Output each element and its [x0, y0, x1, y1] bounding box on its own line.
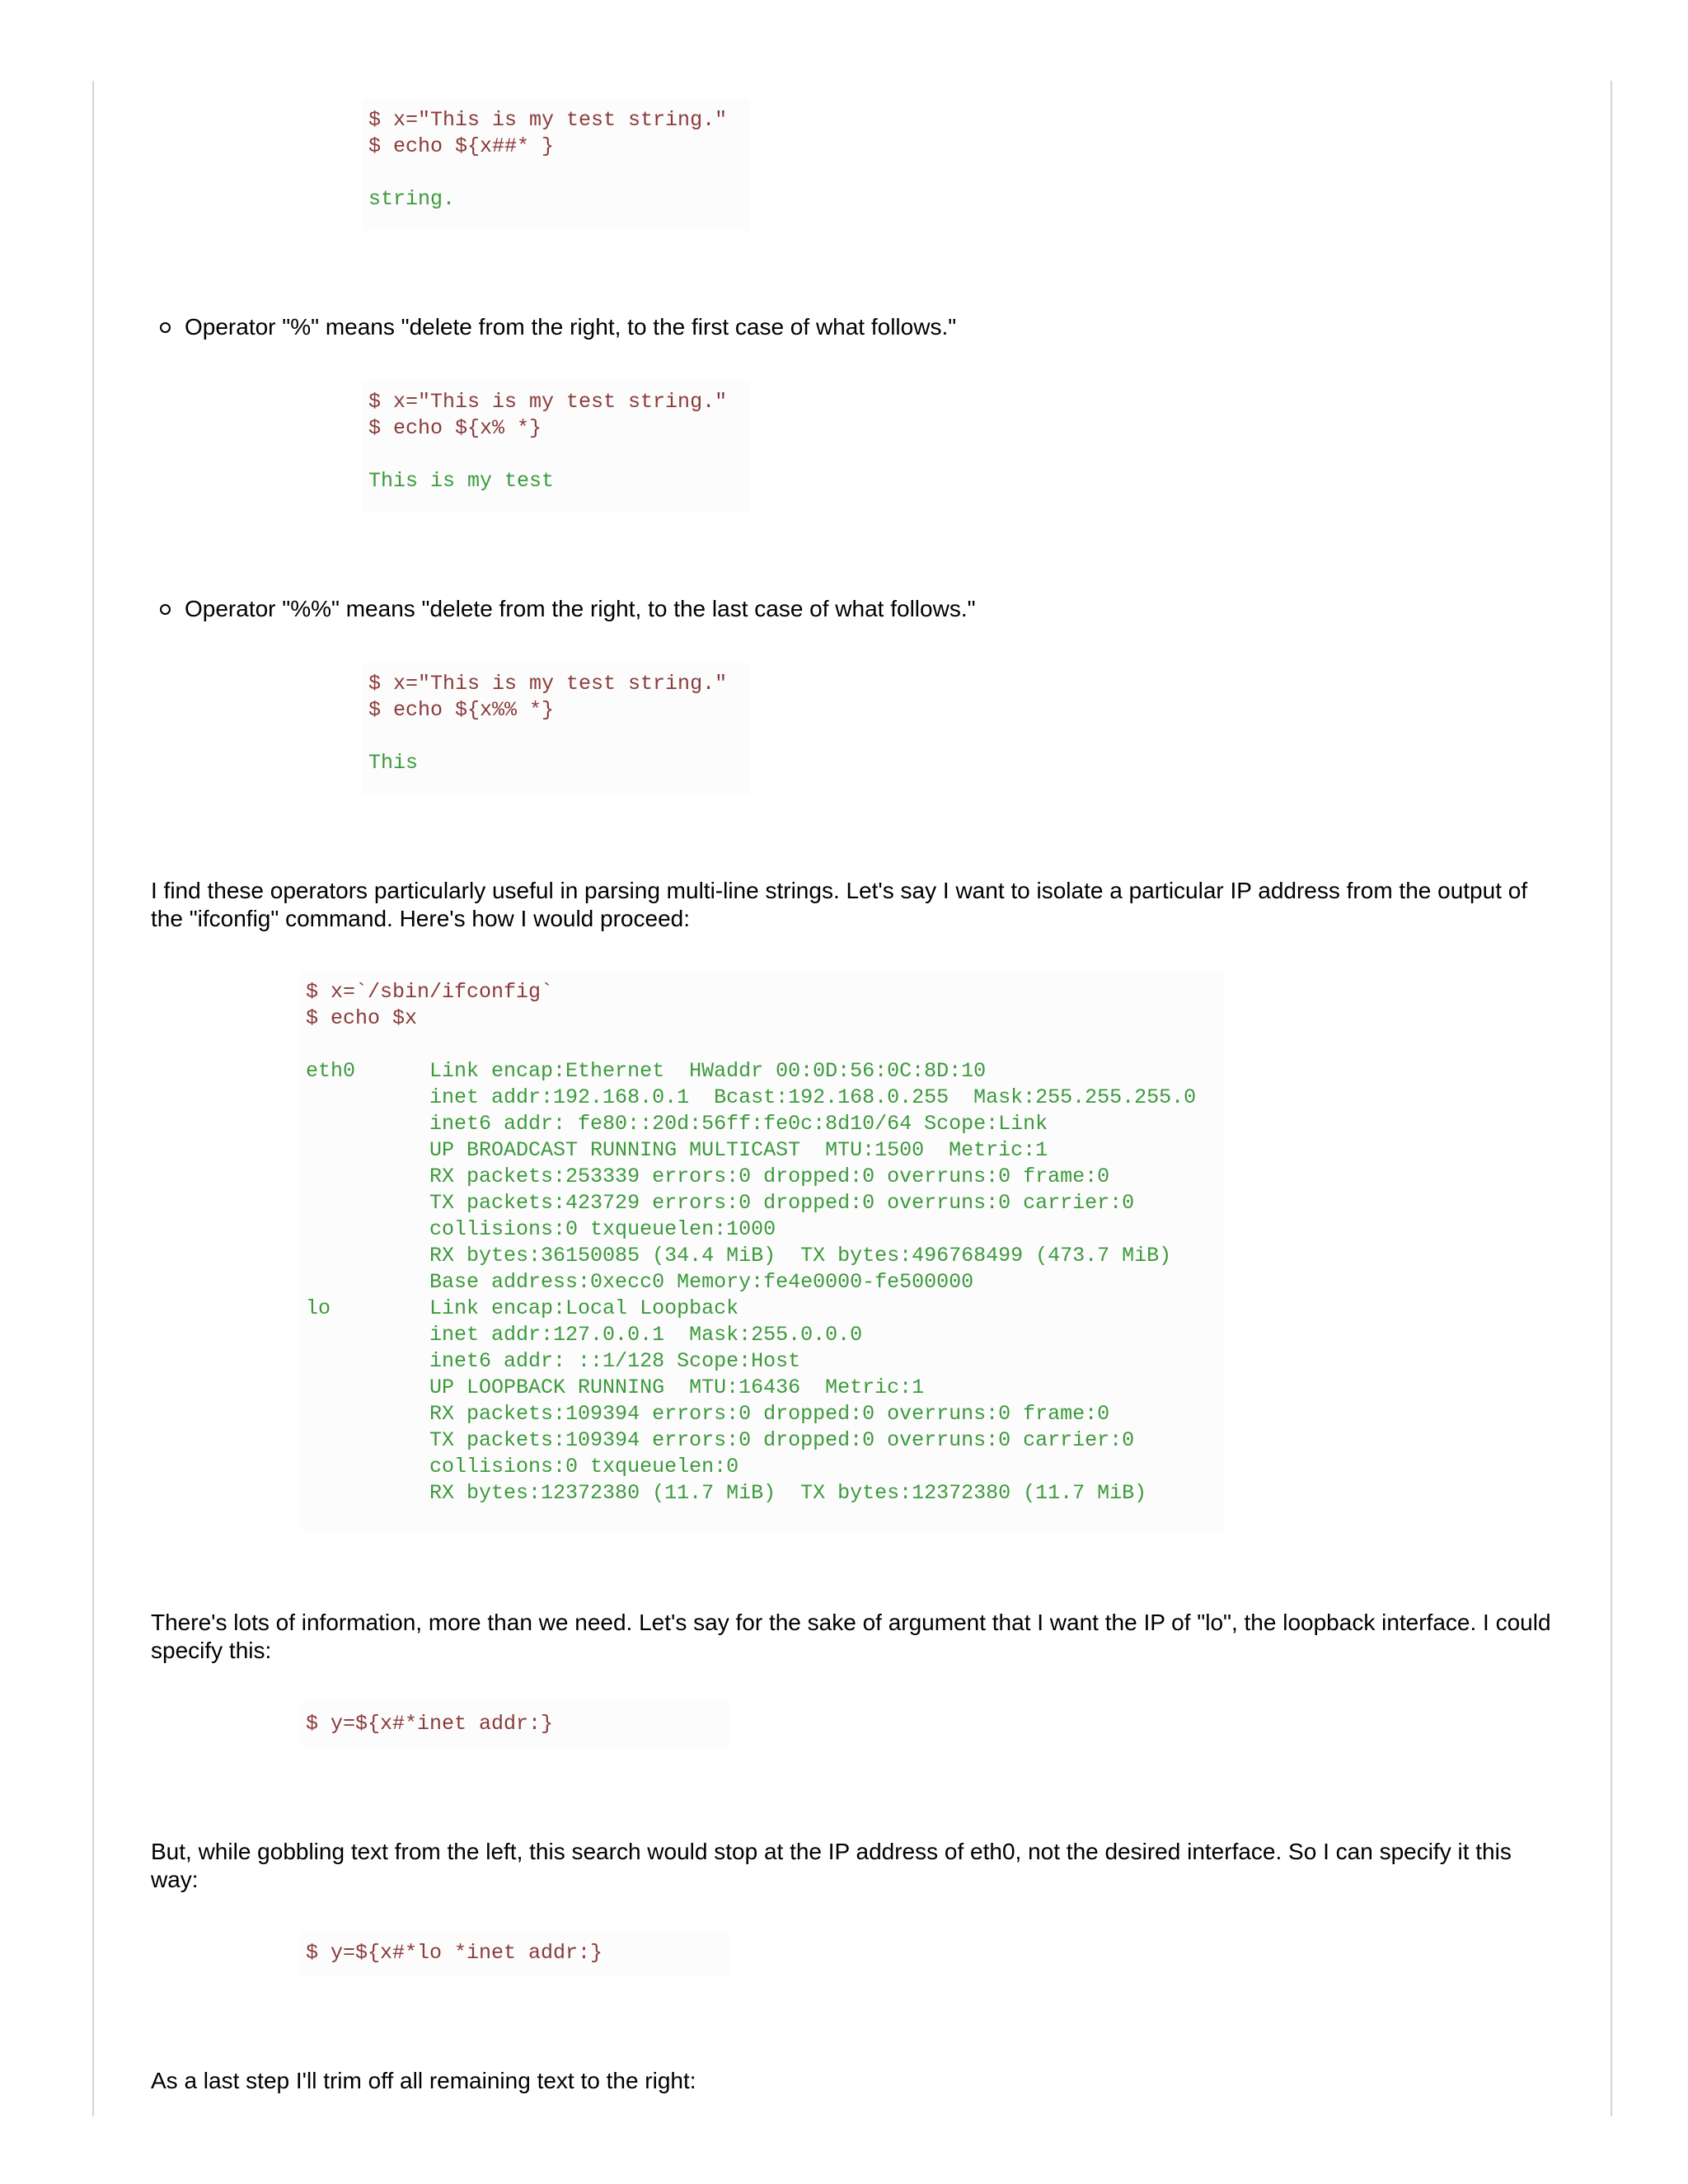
code-command-line: $ x="This is my test string."	[368, 108, 728, 132]
code-output-line: lo Link encap:Local Loopback	[306, 1296, 739, 1320]
code-output-line: inet6 addr: ::1/128 Scope:Host	[306, 1349, 801, 1373]
code-command-line: $ x="This is my test string."	[368, 390, 728, 414]
code-command-line: $ x="This is my test string."	[368, 672, 728, 696]
code-command-line: $ y=${x#*lo *inet addr:}	[306, 1941, 603, 1965]
code-output-line: inet addr:192.168.0.1 Bcast:192.168.0.255 Mask:255.255.255.0	[306, 1085, 1197, 1109]
code-output-line: UP BROADCAST RUNNING MULTICAST MTU:1500 Metric:1	[306, 1138, 1048, 1162]
bullet-item-percent	[185, 313, 956, 341]
bullet-text: Operator "%%" means "delete from the right, to the last case of what follows."	[185, 596, 976, 621]
code-block-2	[368, 389, 727, 494]
code-output-line: RX packets:253339 errors:0 dropped:0 overruns:0 frame:0	[306, 1165, 1110, 1188]
code-output-line: TX packets:423729 errors:0 dropped:0 overruns:0 carrier:0	[306, 1191, 1135, 1215]
code-output-line: eth0 Link encap:Ethernet HWaddr 00:0D:56:0C:8D:10	[306, 1059, 987, 1083]
code-command-line: $ echo $x	[306, 1006, 418, 1030]
bullet-text: Operator "%" means "delete from the right, to the first case of what follows."	[185, 314, 957, 340]
code-output-line: Base address:0xecc0 Memory:fe4e0000-fe500000	[306, 1270, 974, 1294]
bullet-circle-icon	[160, 322, 171, 333]
code-output-line: This is my test	[368, 469, 555, 493]
code-output-line: inet addr:127.0.0.1 Mask:255.0.0.0	[306, 1323, 863, 1347]
code-command-line: $ echo ${x##* }	[368, 134, 555, 158]
code-command-line: $ echo ${x% *}	[368, 416, 542, 440]
code-command-line: $ x=`/sbin/ifconfig`	[306, 980, 554, 1004]
code-block-6	[306, 1940, 603, 1966]
code-output-line: inet6 addr: fe80::20d:56ff:fe0c:8d10/64 Scope:Link	[306, 1112, 1048, 1136]
code-output-line: RX packets:109394 errors:0 dropped:0 overruns:0 frame:0	[306, 1402, 1110, 1426]
paragraph-ifconfig: I find these operators particularly useful in parsing multi-line strings. Let's say I want to isolate a particular IP address from the output of the "ifconfig" command. Here's how I would proceed:	[151, 878, 1528, 931]
code-block-1	[368, 107, 727, 213]
bullet-item-double-percent	[185, 595, 976, 623]
code-block-4	[306, 979, 1196, 1507]
paragraph-last-step: As a last step I'll trim off all remaining text to the right:	[151, 2068, 696, 2093]
code-block-3	[368, 671, 727, 776]
code-output-line: collisions:0 txqueuelen:0	[306, 1455, 739, 1479]
code-output-line: RX bytes:36150085 (34.4 MiB) TX bytes:496768499 (473.7 MiB)	[306, 1244, 1172, 1268]
code-output-line: This	[368, 751, 419, 775]
code-output-line: collisions:0 txqueuelen:1000	[306, 1217, 776, 1241]
paragraph-lots-of-information: There's lots of information, more than we need. Let's say for the sake of argument that I want the IP of "lo", the loopback interface. I could specify this:	[151, 1610, 1551, 1663]
code-output-line: TX packets:109394 errors:0 dropped:0 overruns:0 carrier:0	[306, 1428, 1135, 1452]
paragraph-gobbling: But, while gobbling text from the left, this search would stop at the IP address of eth0, not the desired interface. So I can specify it this way:	[151, 1839, 1512, 1892]
code-block-5	[306, 1711, 553, 1737]
code-command-line: $ y=${x#*inet addr:}	[306, 1712, 554, 1736]
bullet-circle-icon	[160, 604, 171, 615]
code-command-line: $ echo ${x%% *}	[368, 698, 555, 722]
code-output-line: string.	[368, 187, 456, 211]
code-output-line: UP LOOPBACK RUNNING MTU:16436 Metric:1	[306, 1376, 925, 1399]
code-output-line: RX bytes:12372380 (11.7 MiB) TX bytes:12372380 (11.7 MiB)	[306, 1481, 1147, 1505]
